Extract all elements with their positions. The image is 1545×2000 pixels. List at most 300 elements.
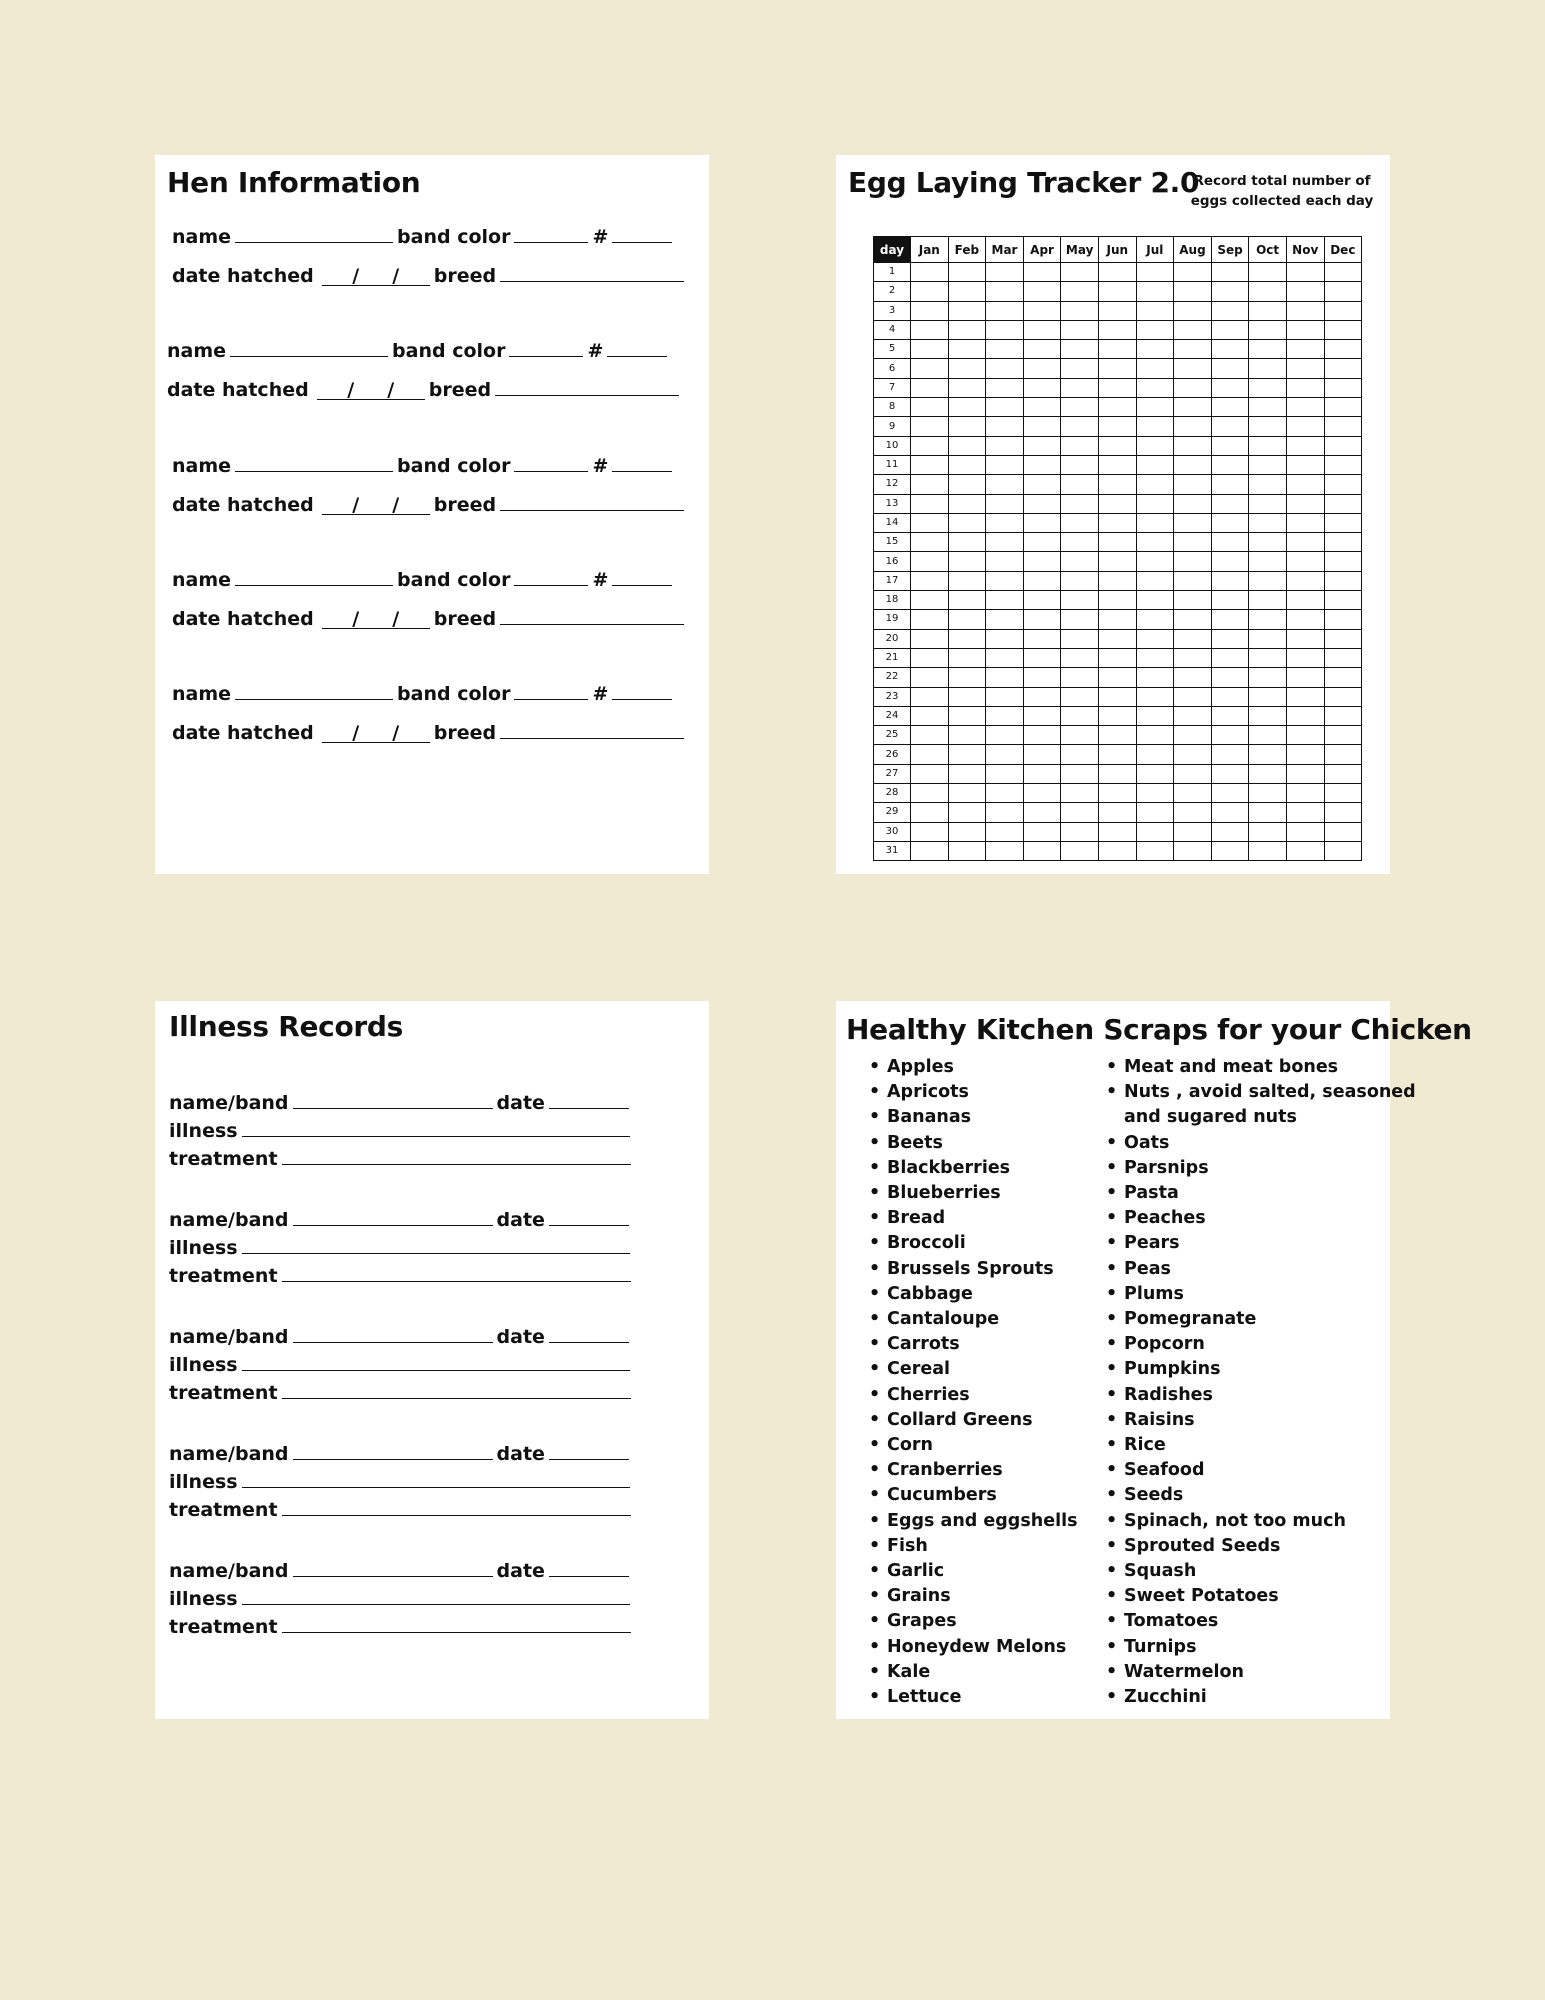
egg-count-cell[interactable] — [986, 841, 1024, 860]
egg-count-cell[interactable] — [1098, 648, 1136, 667]
egg-count-cell[interactable] — [1174, 629, 1212, 648]
egg-count-cell[interactable] — [911, 784, 949, 803]
egg-count-cell[interactable] — [1061, 533, 1099, 552]
egg-count-cell[interactable] — [1098, 764, 1136, 783]
egg-count-cell[interactable] — [1136, 533, 1174, 552]
egg-count-cell[interactable] — [948, 263, 986, 282]
egg-count-cell[interactable] — [1061, 841, 1099, 860]
egg-count-cell[interactable] — [1023, 841, 1061, 860]
egg-count-cell[interactable] — [1061, 610, 1099, 629]
egg-count-cell[interactable] — [1174, 455, 1212, 474]
egg-count-cell[interactable] — [1286, 417, 1324, 436]
egg-count-cell[interactable] — [1174, 552, 1212, 571]
egg-count-cell[interactable] — [1174, 282, 1212, 301]
egg-count-cell[interactable] — [1249, 822, 1287, 841]
egg-count-cell[interactable] — [1136, 764, 1174, 783]
egg-count-cell[interactable] — [986, 436, 1024, 455]
egg-count-cell[interactable] — [1324, 803, 1362, 822]
egg-count-cell[interactable] — [1211, 301, 1249, 320]
name-band-field[interactable] — [293, 1224, 493, 1226]
egg-count-cell[interactable] — [1286, 668, 1324, 687]
egg-count-cell[interactable] — [1061, 475, 1099, 494]
egg-count-cell[interactable] — [1249, 263, 1287, 282]
egg-count-cell[interactable] — [1211, 378, 1249, 397]
egg-count-cell[interactable] — [911, 803, 949, 822]
egg-count-cell[interactable] — [1211, 591, 1249, 610]
egg-count-cell[interactable] — [1286, 533, 1324, 552]
egg-count-cell[interactable] — [948, 841, 986, 860]
egg-count-cell[interactable] — [1174, 706, 1212, 725]
egg-count-cell[interactable] — [1324, 436, 1362, 455]
egg-count-cell[interactable] — [1098, 745, 1136, 764]
egg-count-cell[interactable] — [1136, 687, 1174, 706]
egg-count-cell[interactable] — [1098, 475, 1136, 494]
egg-count-cell[interactable] — [1136, 282, 1174, 301]
egg-count-cell[interactable] — [986, 513, 1024, 532]
egg-count-cell[interactable] — [1136, 455, 1174, 474]
egg-count-cell[interactable] — [1211, 822, 1249, 841]
egg-count-cell[interactable] — [986, 571, 1024, 590]
date-field[interactable] — [549, 1224, 629, 1226]
egg-count-cell[interactable] — [1061, 494, 1099, 513]
egg-count-cell[interactable] — [1324, 745, 1362, 764]
egg-count-cell[interactable] — [1324, 822, 1362, 841]
egg-count-cell[interactable] — [948, 629, 986, 648]
egg-count-cell[interactable] — [1023, 822, 1061, 841]
breed-field[interactable] — [495, 394, 679, 396]
egg-count-cell[interactable] — [1249, 513, 1287, 532]
egg-count-cell[interactable] — [986, 706, 1024, 725]
egg-count-cell[interactable] — [1286, 282, 1324, 301]
egg-count-cell[interactable] — [1174, 436, 1212, 455]
egg-count-cell[interactable] — [911, 282, 949, 301]
egg-count-cell[interactable] — [1211, 263, 1249, 282]
egg-count-cell[interactable] — [1061, 803, 1099, 822]
egg-count-cell[interactable] — [1286, 591, 1324, 610]
name-field[interactable] — [235, 584, 393, 586]
egg-count-cell[interactable] — [911, 436, 949, 455]
date-hatched-field[interactable] — [322, 724, 430, 743]
egg-count-cell[interactable] — [1286, 706, 1324, 725]
egg-count-cell[interactable] — [911, 629, 949, 648]
egg-count-cell[interactable] — [1249, 629, 1287, 648]
egg-count-cell[interactable] — [1174, 610, 1212, 629]
egg-count-cell[interactable] — [948, 301, 986, 320]
egg-count-cell[interactable] — [1061, 378, 1099, 397]
egg-count-cell[interactable] — [1098, 803, 1136, 822]
egg-count-cell[interactable] — [986, 803, 1024, 822]
egg-count-cell[interactable] — [911, 648, 949, 667]
breed-field[interactable] — [500, 280, 684, 282]
egg-count-cell[interactable] — [1286, 398, 1324, 417]
egg-count-cell[interactable] — [911, 263, 949, 282]
egg-count-cell[interactable] — [986, 378, 1024, 397]
egg-count-cell[interactable] — [1023, 764, 1061, 783]
egg-count-cell[interactable] — [1286, 378, 1324, 397]
egg-count-cell[interactable] — [1061, 687, 1099, 706]
name-field[interactable] — [235, 470, 393, 472]
egg-count-cell[interactable] — [948, 764, 986, 783]
egg-count-cell[interactable] — [948, 803, 986, 822]
egg-count-cell[interactable] — [1211, 764, 1249, 783]
egg-count-cell[interactable] — [1324, 320, 1362, 339]
egg-count-cell[interactable] — [1098, 513, 1136, 532]
egg-count-cell[interactable] — [1249, 436, 1287, 455]
egg-count-cell[interactable] — [1286, 803, 1324, 822]
egg-count-cell[interactable] — [1324, 378, 1362, 397]
egg-count-cell[interactable] — [1061, 417, 1099, 436]
egg-count-cell[interactable] — [1286, 784, 1324, 803]
egg-count-cell[interactable] — [1023, 359, 1061, 378]
egg-count-cell[interactable] — [1324, 340, 1362, 359]
illness-field[interactable] — [242, 1486, 630, 1488]
egg-count-cell[interactable] — [1286, 745, 1324, 764]
egg-count-cell[interactable] — [1061, 629, 1099, 648]
egg-count-cell[interactable] — [1211, 552, 1249, 571]
egg-count-cell[interactable] — [986, 340, 1024, 359]
name-field[interactable] — [230, 355, 388, 357]
number-field[interactable] — [612, 698, 672, 700]
egg-count-cell[interactable] — [986, 745, 1024, 764]
egg-count-cell[interactable] — [1023, 378, 1061, 397]
egg-count-cell[interactable] — [1061, 552, 1099, 571]
egg-count-cell[interactable] — [911, 340, 949, 359]
egg-count-cell[interactable] — [1249, 340, 1287, 359]
egg-count-cell[interactable] — [1174, 398, 1212, 417]
egg-count-cell[interactable] — [1023, 726, 1061, 745]
egg-count-cell[interactable] — [1061, 648, 1099, 667]
egg-count-cell[interactable] — [1249, 301, 1287, 320]
egg-count-cell[interactable] — [1211, 648, 1249, 667]
egg-count-cell[interactable] — [1249, 726, 1287, 745]
egg-count-cell[interactable] — [948, 668, 986, 687]
egg-count-cell[interactable] — [911, 417, 949, 436]
egg-count-cell[interactable] — [1023, 455, 1061, 474]
egg-count-cell[interactable] — [1136, 784, 1174, 803]
egg-count-cell[interactable] — [1061, 784, 1099, 803]
egg-count-cell[interactable] — [1249, 378, 1287, 397]
egg-count-cell[interactable] — [1211, 784, 1249, 803]
egg-count-cell[interactable] — [1098, 533, 1136, 552]
egg-count-cell[interactable] — [1249, 455, 1287, 474]
egg-count-cell[interactable] — [1211, 494, 1249, 513]
egg-count-cell[interactable] — [1174, 378, 1212, 397]
egg-count-cell[interactable] — [1249, 687, 1287, 706]
egg-count-cell[interactable] — [1061, 591, 1099, 610]
egg-count-cell[interactable] — [1023, 784, 1061, 803]
egg-count-cell[interactable] — [1174, 340, 1212, 359]
egg-count-cell[interactable] — [1023, 571, 1061, 590]
egg-count-cell[interactable] — [948, 822, 986, 841]
egg-count-cell[interactable] — [1061, 706, 1099, 725]
egg-count-cell[interactable] — [948, 726, 986, 745]
egg-count-cell[interactable] — [948, 320, 986, 339]
egg-count-cell[interactable] — [911, 533, 949, 552]
egg-count-cell[interactable] — [1324, 610, 1362, 629]
egg-count-cell[interactable] — [1098, 841, 1136, 860]
egg-count-cell[interactable] — [911, 475, 949, 494]
egg-count-cell[interactable] — [1324, 301, 1362, 320]
egg-count-cell[interactable] — [1098, 687, 1136, 706]
egg-count-cell[interactable] — [911, 764, 949, 783]
egg-count-cell[interactable] — [948, 475, 986, 494]
egg-count-cell[interactable] — [948, 494, 986, 513]
egg-count-cell[interactable] — [1174, 513, 1212, 532]
egg-count-cell[interactable] — [1286, 687, 1324, 706]
egg-count-cell[interactable] — [1211, 282, 1249, 301]
egg-count-cell[interactable] — [986, 822, 1024, 841]
egg-count-cell[interactable] — [1211, 455, 1249, 474]
egg-count-cell[interactable] — [1286, 320, 1324, 339]
egg-count-cell[interactable] — [1286, 629, 1324, 648]
egg-count-cell[interactable] — [1061, 398, 1099, 417]
egg-count-cell[interactable] — [1211, 475, 1249, 494]
egg-count-cell[interactable] — [948, 784, 986, 803]
egg-count-cell[interactable] — [1098, 726, 1136, 745]
egg-count-cell[interactable] — [1324, 398, 1362, 417]
egg-count-cell[interactable] — [1174, 301, 1212, 320]
illness-field[interactable] — [242, 1252, 630, 1254]
egg-count-cell[interactable] — [1136, 398, 1174, 417]
band-color-field[interactable] — [514, 470, 588, 472]
egg-count-cell[interactable] — [1249, 417, 1287, 436]
egg-count-cell[interactable] — [948, 436, 986, 455]
egg-count-cell[interactable] — [1061, 513, 1099, 532]
egg-count-cell[interactable] — [986, 320, 1024, 339]
egg-count-cell[interactable] — [1174, 764, 1212, 783]
egg-count-cell[interactable] — [1249, 764, 1287, 783]
egg-count-cell[interactable] — [948, 571, 986, 590]
treatment-field[interactable] — [282, 1280, 631, 1282]
egg-count-cell[interactable] — [1061, 263, 1099, 282]
egg-count-cell[interactable] — [1098, 668, 1136, 687]
egg-count-cell[interactable] — [1023, 552, 1061, 571]
egg-count-cell[interactable] — [1098, 301, 1136, 320]
egg-count-cell[interactable] — [1023, 668, 1061, 687]
egg-count-cell[interactable] — [911, 822, 949, 841]
egg-count-cell[interactable] — [1211, 533, 1249, 552]
egg-count-cell[interactable] — [1286, 455, 1324, 474]
egg-count-cell[interactable] — [1098, 706, 1136, 725]
egg-count-cell[interactable] — [1324, 784, 1362, 803]
egg-count-cell[interactable] — [1023, 533, 1061, 552]
egg-count-cell[interactable] — [986, 726, 1024, 745]
egg-count-cell[interactable] — [1023, 340, 1061, 359]
egg-count-cell[interactable] — [1098, 282, 1136, 301]
egg-count-cell[interactable] — [1286, 764, 1324, 783]
egg-count-cell[interactable] — [986, 263, 1024, 282]
egg-count-cell[interactable] — [986, 764, 1024, 783]
egg-count-cell[interactable] — [1211, 398, 1249, 417]
name-field[interactable] — [235, 698, 393, 700]
egg-count-cell[interactable] — [1286, 571, 1324, 590]
egg-count-cell[interactable] — [1324, 417, 1362, 436]
number-field[interactable] — [612, 584, 672, 586]
egg-count-cell[interactable] — [1023, 320, 1061, 339]
egg-count-cell[interactable] — [911, 571, 949, 590]
egg-count-cell[interactable] — [1098, 320, 1136, 339]
egg-count-cell[interactable] — [1136, 745, 1174, 764]
egg-count-cell[interactable] — [1061, 436, 1099, 455]
egg-count-cell[interactable] — [1324, 475, 1362, 494]
egg-count-cell[interactable] — [1023, 282, 1061, 301]
egg-count-cell[interactable] — [1098, 455, 1136, 474]
egg-count-cell[interactable] — [1098, 822, 1136, 841]
breed-field[interactable] — [500, 623, 684, 625]
egg-count-cell[interactable] — [1098, 571, 1136, 590]
egg-count-cell[interactable] — [1286, 301, 1324, 320]
egg-count-cell[interactable] — [1174, 745, 1212, 764]
egg-count-cell[interactable] — [1098, 591, 1136, 610]
egg-count-cell[interactable] — [1174, 726, 1212, 745]
egg-count-cell[interactable] — [1249, 591, 1287, 610]
egg-count-cell[interactable] — [1023, 706, 1061, 725]
egg-count-cell[interactable] — [1174, 475, 1212, 494]
egg-count-cell[interactable] — [1136, 475, 1174, 494]
egg-count-cell[interactable] — [948, 745, 986, 764]
egg-count-cell[interactable] — [1098, 552, 1136, 571]
egg-count-cell[interactable] — [1211, 745, 1249, 764]
egg-count-cell[interactable] — [986, 494, 1024, 513]
date-hatched-field[interactable] — [317, 381, 425, 400]
egg-count-cell[interactable] — [1061, 764, 1099, 783]
egg-count-cell[interactable] — [1174, 648, 1212, 667]
egg-count-cell[interactable] — [1249, 648, 1287, 667]
egg-count-cell[interactable] — [1324, 494, 1362, 513]
egg-count-cell[interactable] — [911, 726, 949, 745]
egg-count-cell[interactable] — [1249, 571, 1287, 590]
egg-count-cell[interactable] — [1023, 591, 1061, 610]
egg-count-cell[interactable] — [986, 784, 1024, 803]
egg-count-cell[interactable] — [1061, 726, 1099, 745]
egg-count-cell[interactable] — [1023, 513, 1061, 532]
egg-count-cell[interactable] — [986, 417, 1024, 436]
breed-field[interactable] — [500, 737, 684, 739]
egg-count-cell[interactable] — [1324, 359, 1362, 378]
egg-count-cell[interactable] — [1023, 475, 1061, 494]
egg-count-cell[interactable] — [1324, 591, 1362, 610]
egg-count-cell[interactable] — [911, 320, 949, 339]
egg-count-cell[interactable] — [1324, 513, 1362, 532]
egg-count-cell[interactable] — [1136, 301, 1174, 320]
egg-count-cell[interactable] — [1249, 803, 1287, 822]
egg-count-cell[interactable] — [1023, 263, 1061, 282]
egg-count-cell[interactable] — [1211, 841, 1249, 860]
egg-count-cell[interactable] — [948, 687, 986, 706]
egg-count-cell[interactable] — [948, 378, 986, 397]
egg-count-cell[interactable] — [1136, 571, 1174, 590]
egg-count-cell[interactable] — [1098, 378, 1136, 397]
egg-count-cell[interactable] — [948, 610, 986, 629]
egg-count-cell[interactable] — [986, 591, 1024, 610]
egg-count-cell[interactable] — [1174, 417, 1212, 436]
egg-count-cell[interactable] — [1211, 513, 1249, 532]
egg-count-cell[interactable] — [986, 687, 1024, 706]
egg-count-cell[interactable] — [1061, 320, 1099, 339]
egg-count-cell[interactable] — [1286, 648, 1324, 667]
egg-count-cell[interactable] — [1249, 552, 1287, 571]
egg-count-cell[interactable] — [911, 841, 949, 860]
egg-count-cell[interactable] — [1249, 841, 1287, 860]
egg-count-cell[interactable] — [1324, 726, 1362, 745]
egg-count-cell[interactable] — [1174, 591, 1212, 610]
egg-count-cell[interactable] — [1098, 417, 1136, 436]
egg-count-cell[interactable] — [1174, 571, 1212, 590]
name-band-field[interactable] — [293, 1458, 493, 1460]
egg-count-cell[interactable] — [1211, 417, 1249, 436]
egg-count-cell[interactable] — [911, 706, 949, 725]
egg-count-cell[interactable] — [1324, 263, 1362, 282]
egg-count-cell[interactable] — [1023, 629, 1061, 648]
band-color-field[interactable] — [514, 698, 588, 700]
egg-count-cell[interactable] — [1174, 494, 1212, 513]
egg-count-cell[interactable] — [1286, 340, 1324, 359]
egg-count-cell[interactable] — [1249, 668, 1287, 687]
egg-count-cell[interactable] — [1136, 513, 1174, 532]
egg-count-cell[interactable] — [1211, 803, 1249, 822]
egg-count-cell[interactable] — [986, 475, 1024, 494]
egg-count-cell[interactable] — [911, 745, 949, 764]
egg-count-cell[interactable] — [1324, 455, 1362, 474]
egg-count-cell[interactable] — [986, 610, 1024, 629]
illness-field[interactable] — [242, 1369, 630, 1371]
egg-count-cell[interactable] — [986, 455, 1024, 474]
egg-count-cell[interactable] — [1249, 533, 1287, 552]
egg-count-cell[interactable] — [1211, 436, 1249, 455]
egg-count-cell[interactable] — [1136, 552, 1174, 571]
egg-count-cell[interactable] — [1324, 552, 1362, 571]
date-field[interactable] — [549, 1107, 629, 1109]
egg-count-cell[interactable] — [948, 340, 986, 359]
egg-count-cell[interactable] — [1136, 359, 1174, 378]
egg-count-cell[interactable] — [986, 629, 1024, 648]
egg-count-cell[interactable] — [1061, 571, 1099, 590]
egg-count-cell[interactable] — [948, 706, 986, 725]
date-field[interactable] — [549, 1575, 629, 1577]
egg-count-cell[interactable] — [1211, 610, 1249, 629]
egg-count-cell[interactable] — [1286, 610, 1324, 629]
egg-count-cell[interactable] — [1136, 591, 1174, 610]
egg-count-cell[interactable] — [1249, 320, 1287, 339]
egg-count-cell[interactable] — [1061, 359, 1099, 378]
name-band-field[interactable] — [293, 1341, 493, 1343]
egg-count-cell[interactable] — [1136, 803, 1174, 822]
egg-count-cell[interactable] — [1136, 841, 1174, 860]
egg-count-cell[interactable] — [1061, 340, 1099, 359]
egg-count-cell[interactable] — [1174, 533, 1212, 552]
egg-count-cell[interactable] — [1286, 822, 1324, 841]
egg-count-cell[interactable] — [1061, 301, 1099, 320]
egg-count-cell[interactable] — [1286, 552, 1324, 571]
egg-count-cell[interactable] — [1136, 378, 1174, 397]
egg-count-cell[interactable] — [948, 591, 986, 610]
egg-count-cell[interactable] — [948, 282, 986, 301]
egg-count-cell[interactable] — [1136, 494, 1174, 513]
egg-count-cell[interactable] — [1286, 475, 1324, 494]
egg-count-cell[interactable] — [948, 648, 986, 667]
egg-count-cell[interactable] — [1286, 263, 1324, 282]
egg-count-cell[interactable] — [1023, 301, 1061, 320]
egg-count-cell[interactable] — [1098, 398, 1136, 417]
egg-count-cell[interactable] — [948, 455, 986, 474]
egg-count-cell[interactable] — [1211, 726, 1249, 745]
egg-count-cell[interactable] — [1211, 571, 1249, 590]
egg-count-cell[interactable] — [1324, 533, 1362, 552]
egg-count-cell[interactable] — [986, 282, 1024, 301]
egg-count-cell[interactable] — [1098, 610, 1136, 629]
egg-count-cell[interactable] — [1023, 648, 1061, 667]
egg-count-cell[interactable] — [1023, 687, 1061, 706]
